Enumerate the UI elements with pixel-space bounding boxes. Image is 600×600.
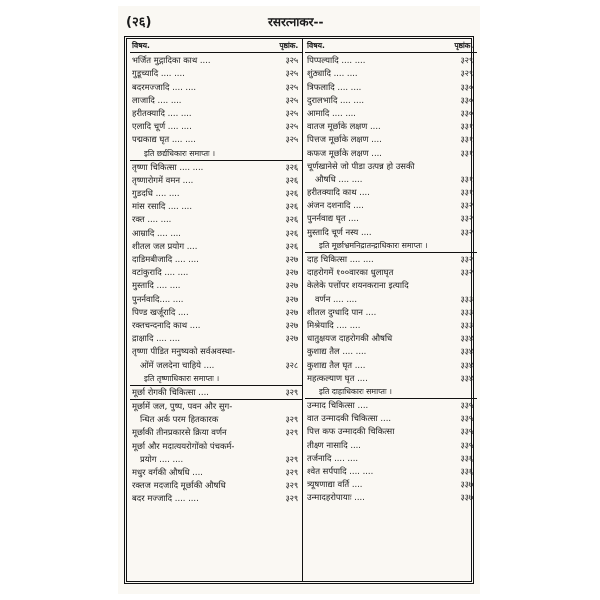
index-row — [305, 306, 477, 319]
index-row — [130, 200, 302, 213]
entry-text: औषधि .... .... — [315, 173, 363, 184]
entry-page: ३३१ — [460, 173, 473, 184]
entry-page: ३३३ — [460, 319, 473, 330]
entry-text: दाह चिकित्सा .... .... — [307, 254, 374, 264]
entry-page: ३२७ — [285, 306, 298, 317]
section-end-note — [305, 239, 477, 252]
entry-page: ३२६ — [285, 161, 298, 172]
entry-page: ३२९ — [285, 467, 298, 477]
entry-text: इति छर्द्यधिकारः समाप्तः । — [144, 148, 216, 158]
entry-page: ३३७ — [460, 479, 473, 490]
index-row — [130, 293, 302, 306]
entry-text: लाजादि .... .... — [132, 94, 182, 105]
entry-text: मूर्छामें जल, पुष्प, पवन और सुग- — [132, 401, 233, 412]
index-row — [305, 173, 477, 186]
index-row — [305, 412, 477, 425]
entry-text: मूर्छाकी तीनप्रकारसे क्रिया वर्णन — [132, 427, 227, 438]
entry-page: ३२७ — [285, 267, 298, 278]
index-row — [305, 226, 477, 239]
entry-page: ३३३ — [460, 306, 473, 317]
entry-page: ३२५ — [285, 68, 298, 79]
entry-page: ३३१ — [460, 121, 473, 132]
index-row — [130, 279, 302, 292]
entry-page: ३३२ — [460, 267, 473, 278]
entry-page: ३२५ — [285, 121, 298, 132]
entry-text: भर्जित मुद्गादिका काथ .... — [132, 55, 211, 66]
entry-text: मुस्तादि चूर्ण नस्य .... — [307, 226, 372, 237]
entry-text: हरीतक्यादि .... .... — [132, 107, 192, 118]
entry-page: ३२५ — [285, 107, 298, 118]
entry-page: ३३१ — [460, 134, 473, 145]
entry-page: ३३२ — [460, 213, 473, 224]
index-row — [130, 345, 302, 358]
entry-page: ३२९ — [285, 414, 298, 425]
entry-text: एलादि चूर्ण .... .... — [132, 121, 192, 132]
entry-text: रक्त .... .... — [132, 214, 172, 225]
entry-page: ३२५ — [285, 134, 298, 145]
entry-page: ३२६ — [285, 240, 298, 251]
entry-text: तर्जनादि .... .... — [307, 452, 359, 463]
section-end-note — [130, 372, 302, 385]
section-end-note — [130, 147, 302, 160]
right-column — [305, 39, 477, 505]
index-row — [305, 107, 477, 120]
index-row — [305, 491, 477, 504]
index-row — [305, 452, 477, 465]
entry-text: आम्रादि .... .... — [132, 227, 181, 238]
entry-page: ३३६ — [460, 466, 473, 476]
entry-text: आमादि .... .... — [307, 107, 356, 118]
index-row — [130, 266, 302, 279]
entry-text: तृष्णा पीडित मनुष्यको सर्वअवस्था- — [132, 346, 236, 357]
entry-text: कुशाद्य तैल घृत .... — [307, 359, 366, 370]
index-row — [305, 439, 477, 452]
index-row — [130, 174, 302, 187]
index-row — [305, 293, 477, 306]
entry-page: ३३६ — [460, 452, 473, 463]
entry-page: ३३५ — [460, 413, 473, 424]
index-row — [305, 160, 477, 173]
page-header — [118, 10, 480, 32]
index-row — [130, 492, 302, 505]
entry-page: ३३१ — [460, 147, 473, 158]
entry-page: ३२६ — [285, 188, 298, 199]
index-row — [305, 147, 477, 160]
entry-text: ओंमें जलदेना चाहिये .... — [140, 359, 215, 370]
entry-page: ३२६ — [285, 227, 298, 238]
entry-page: ३२५ — [285, 94, 298, 105]
book-page — [118, 6, 480, 594]
index-row — [130, 332, 302, 345]
index-row — [130, 453, 302, 466]
index-row — [305, 252, 477, 266]
left-column — [130, 39, 302, 506]
index-row — [130, 426, 302, 439]
entry-text: दुरालभादि .... .... — [307, 94, 365, 105]
index-row — [130, 67, 302, 80]
entry-text: मूर्छा और मदात्ययरोगोंको पंचकर्म- — [132, 440, 235, 451]
index-row — [305, 465, 477, 478]
index-row — [305, 199, 477, 212]
index-row — [130, 479, 302, 492]
index-row — [305, 186, 477, 199]
entry-text: उन्मादहरोपायाः .... — [307, 492, 365, 503]
entry-text: श्वेत सर्पपादि .... .... — [307, 466, 374, 476]
entry-text: हरीतक्यादि काथ .... — [307, 187, 370, 198]
entry-page: ३२६ — [285, 174, 298, 185]
right-heading-subject: विषय. — [307, 41, 325, 50]
entry-page: ३२८ — [285, 359, 298, 370]
entry-text: चूर्णखानेसे जो पीडा उत्पन्न हो उसकी — [307, 160, 415, 171]
entry-text: गुडदधि .... .... — [132, 188, 180, 199]
entry-page: ३३१ — [460, 187, 473, 198]
entry-text: बदरमज्जादि .... .... — [132, 81, 197, 92]
entry-text: कुशाद्य तैल .... .... — [307, 346, 367, 357]
index-row — [130, 319, 302, 332]
entry-text: गुडूच्यादि .... .... — [132, 68, 185, 79]
entry-text: तीक्ष्ण नासादि .... — [307, 439, 361, 450]
entry-page: ३३४ — [460, 333, 473, 344]
entry-page: ३२७ — [285, 293, 298, 304]
entry-text: न्धित अर्क परम हितकारक — [140, 414, 219, 425]
entry-page: ३२७ — [285, 333, 298, 344]
index-row — [130, 440, 302, 453]
section-end-note — [305, 385, 477, 398]
entry-text: अंजन दशनादि .... — [307, 200, 364, 211]
index-row — [130, 466, 302, 479]
entry-text: रक्तचन्दनादि काथ .... — [132, 319, 201, 330]
entry-page: ३२६ — [285, 214, 298, 225]
entry-text: द्राक्षादि .... .... — [132, 333, 181, 344]
entry-text: रक्तज मदजादि मूर्छाकी औषधि — [132, 480, 226, 491]
entry-page: ३२७ — [285, 280, 298, 291]
index-row — [305, 319, 477, 332]
entry-page: ३३७ — [460, 492, 473, 503]
index-row — [130, 94, 302, 107]
entry-text: मुस्तादि .... .... — [132, 280, 181, 291]
index-row — [305, 425, 477, 438]
entry-page: ३२७ — [285, 319, 298, 330]
entry-text: इति दाहाधिकारः समाप्तः । — [319, 386, 392, 396]
index-row — [130, 133, 302, 146]
entry-text: वटांकुरादि .... .... — [132, 267, 189, 278]
index-row — [130, 107, 302, 120]
entry-page: ३३४ — [460, 359, 473, 370]
entry-page: ३३२ — [460, 254, 473, 264]
index-row — [130, 253, 302, 266]
entry-text: केलेके पत्तोंपर शयनकराना इत्यादि — [307, 280, 409, 291]
entry-text: शीतल दुग्धादि पान .... — [307, 306, 377, 317]
entry-page: ३२५ — [285, 81, 298, 92]
left-column-header — [130, 39, 302, 53]
entry-text: पुनर्नवाद्य घृत .... — [307, 213, 359, 224]
running-title: रसरत्नाकर-- — [268, 15, 324, 29]
entry-page: ३३५ — [460, 426, 473, 437]
entry-text: पुनर्नवादि.... .... — [132, 293, 184, 304]
entry-text: मधुर वर्गकी औषधि .... — [132, 467, 203, 477]
index-row — [305, 345, 477, 358]
entry-page: ३२९ — [285, 427, 298, 438]
entry-text: पित्त कफ उन्मादकी चिकित्सा — [307, 426, 395, 437]
entry-text: मांस रसादि .... .... — [132, 201, 192, 212]
left-heading-subject: विषय. — [132, 41, 150, 50]
entry-text: दाहरोगमें १००वारका धुलाघृत — [307, 267, 394, 278]
index-row — [305, 212, 477, 225]
entry-text: पिप्पल्यादि .... .... — [307, 55, 366, 66]
index-row — [305, 120, 477, 133]
entry-text: शुंठ्यादि .... .... — [307, 68, 358, 79]
index-row — [130, 359, 302, 372]
entry-page: ३३५ — [460, 439, 473, 450]
entry-text: तृष्णारोगमें वमन .... — [132, 174, 194, 185]
entry-page: ३३० — [460, 94, 473, 105]
index-table — [124, 36, 474, 584]
index-row — [305, 67, 477, 80]
entry-page: ३३० — [460, 81, 473, 92]
entry-text: बदर मज्जादि .... .... — [132, 493, 199, 504]
index-row — [305, 81, 477, 94]
entry-text: प्रयोग .... .... — [140, 453, 184, 464]
index-row — [130, 399, 302, 413]
entry-text: वातज मूर्छाके लक्षण .... — [307, 121, 381, 132]
index-row — [305, 133, 477, 146]
entry-page: ३३४ — [460, 372, 473, 383]
entry-text: शीतल जल प्रयोग .... — [132, 240, 198, 251]
entry-text: पद्मकाद्य घृत .... .... — [132, 134, 196, 145]
index-row — [130, 54, 302, 67]
index-row — [130, 213, 302, 226]
entry-text: इति तृष्णाधिकारः समाप्तः । — [144, 373, 220, 383]
entry-page: ३२९ — [460, 68, 473, 79]
index-row — [305, 54, 477, 67]
entry-page: ३३२ — [460, 200, 473, 211]
entry-page: ३२९ — [285, 493, 298, 504]
index-row — [130, 120, 302, 133]
right-heading-page: पृष्ठांक. — [454, 41, 473, 50]
index-row — [130, 385, 302, 399]
entry-text: पित्तज मूर्छाके लक्षण .... — [307, 134, 382, 145]
index-row — [130, 240, 302, 253]
entry-text: इति मूर्छाभ्रमनिद्रातन्द्राधिकारः समाप्तः । — [319, 240, 428, 250]
entry-page: ३२५ — [285, 55, 298, 66]
index-row — [305, 398, 477, 412]
index-row — [130, 227, 302, 240]
index-row — [305, 478, 477, 491]
entry-page: ३२९ — [460, 55, 473, 66]
entry-page: ३३२ — [460, 226, 473, 237]
index-row — [305, 332, 477, 345]
entry-page: ३३३ — [460, 293, 473, 304]
entry-text: तृष्णा चिकित्सा .... .... — [132, 161, 204, 172]
index-row — [130, 306, 302, 319]
index-row — [130, 81, 302, 94]
entry-page: ३२९ — [285, 386, 298, 397]
column-divider — [302, 39, 303, 581]
entry-text: दाडिमबीजादि .... .... — [132, 254, 199, 264]
entry-text: पिण्ड खर्जूरादि .... — [132, 306, 189, 317]
index-row — [305, 372, 477, 385]
entry-page: ३३० — [460, 107, 473, 118]
index-row — [130, 160, 302, 174]
entry-text: वर्णन .... .... — [315, 293, 357, 304]
entry-page: ३३५ — [460, 400, 473, 411]
index-row — [305, 94, 477, 107]
entry-text: मूर्छा रोगकी चिकित्सा .... — [132, 386, 209, 397]
entry-text: मिश्रेयादि .... .... — [307, 319, 361, 330]
index-row — [305, 279, 477, 292]
page-number: (२६) — [126, 15, 152, 30]
entry-page: ३३४ — [460, 346, 473, 357]
entry-text: महत्कल्याण घृत .... — [307, 372, 368, 383]
entry-text: त्रिफलादि .... .... — [307, 81, 362, 92]
entry-text: त्र्यूषणाद्या वर्ति .... — [307, 479, 363, 490]
entry-text: कफज मूर्छाके लक्षण .... — [307, 147, 382, 158]
right-column-header — [305, 39, 477, 53]
entry-text: धातुक्षयज दाहरोगकी औषधि — [307, 333, 393, 344]
index-row — [130, 187, 302, 200]
entry-page: ३२६ — [285, 201, 298, 212]
index-row — [305, 266, 477, 279]
entry-page: ३२७ — [285, 254, 298, 264]
entry-text: वात उन्मादकी चिकित्सा .... — [307, 413, 392, 424]
entry-page: ३२९ — [285, 453, 298, 464]
entry-text: उन्माद चिकित्सा .... — [307, 400, 369, 411]
index-row — [305, 359, 477, 372]
entry-page: ३२९ — [285, 480, 298, 491]
index-row — [130, 413, 302, 426]
left-heading-page: पृष्ठांक. — [279, 41, 298, 50]
